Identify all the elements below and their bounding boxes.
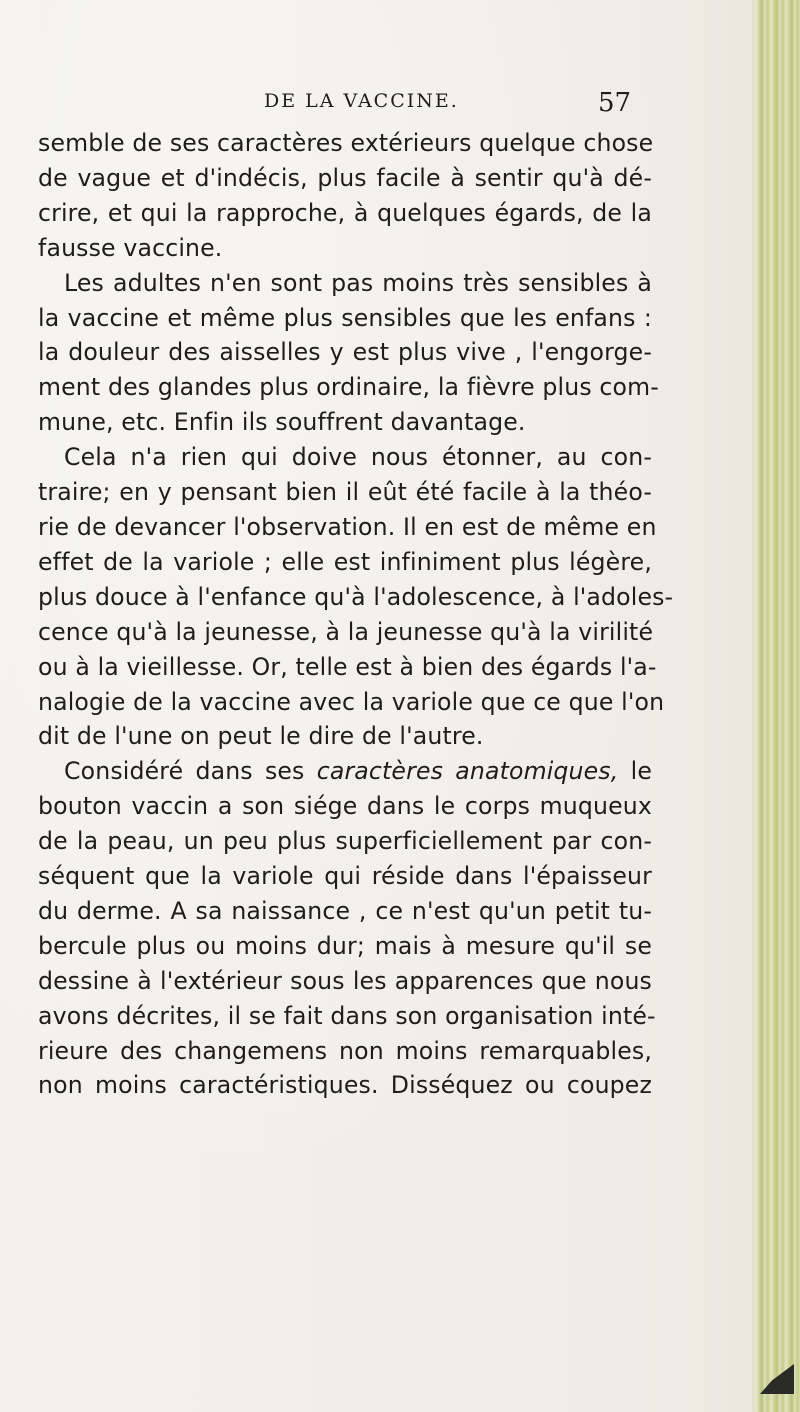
text-line: Les adultes n'en sont pas moins très sensibles à xyxy=(64,268,652,297)
running-head: DE LA VACCINE. xyxy=(264,90,459,112)
text-segment: Considéré dans ses xyxy=(64,757,305,786)
text-line: plus douce à l'enfance qu'à l'adolescence, à l'adoles- xyxy=(38,582,674,611)
text-line: semble de ses caractères extérieurs quelque chose xyxy=(38,129,654,157)
text-line: fausse vaccine. xyxy=(38,233,223,262)
italic-phrase: caractères anatomiques, xyxy=(316,757,619,786)
page-header xyxy=(230,88,650,128)
text-line: la vaccine et même plus sensibles que les enfans : xyxy=(38,303,652,332)
text-line: dessine à l'extérieur sous les apparences que nous xyxy=(38,966,652,995)
text-segment: le xyxy=(630,757,652,786)
text-line: séquent que la variole qui réside dans l'épaisseur xyxy=(38,862,652,891)
text-line: nalogie de la vaccine avec la variole que ce que l'on xyxy=(38,687,665,716)
page-edge-shadow xyxy=(750,0,800,1412)
text-line: non moins caractéristiques. Disséquez ou coupez xyxy=(38,1071,652,1100)
text-line: effet de la variole ; elle est infiniment plus légère, xyxy=(38,547,652,576)
text-line: crire, et qui la rapproche, à quelques égards, de la xyxy=(38,198,652,227)
text-line: bercule plus ou moins dur; mais à mesure qu'il se xyxy=(38,931,652,960)
text-line: de la peau, un peu plus superficiellement par con- xyxy=(38,827,652,856)
text-line: ment des glandes plus ordinaire, la fièvre plus com- xyxy=(38,373,659,402)
text-line: la douleur des aisselles y est plus vive , l'engorge- xyxy=(38,338,652,367)
text-line: bouton vaccin a son siége dans le corps muqueux xyxy=(38,792,652,821)
page-number: 57 xyxy=(598,88,632,118)
text-line: cence qu'à la jeunesse, à la jeunesse qu'à la virilité xyxy=(38,617,654,646)
text-line: Cela n'a rien qui doive nous étonner, au con- xyxy=(64,443,652,472)
text-line: ou à la vieillesse. Or, telle est à bien des égards l'a- xyxy=(38,652,657,681)
text-line: rie de devancer l'observation. Il en est de même en xyxy=(38,512,657,541)
text-line: rieure des changemens non moins remarquables, xyxy=(38,1036,652,1065)
text-line: traire; en y pensant bien il eût été facile à la théo- xyxy=(38,478,652,507)
text-line: de vague et d'indécis, plus facile à sentir qu'à dé- xyxy=(38,163,652,192)
text-line-mixed xyxy=(38,754,652,789)
body-text xyxy=(38,126,674,1103)
text-line: mune, etc. Enfin ils souffrent davantage. xyxy=(38,408,526,437)
text-line: avons décrites, il se fait dans son organisation inté- xyxy=(38,1001,656,1030)
text-line: dit de l'une on peut le dire de l'autre. xyxy=(38,722,484,751)
text-line: du derme. A sa naissance , ce n'est qu'un petit tu- xyxy=(38,896,652,925)
